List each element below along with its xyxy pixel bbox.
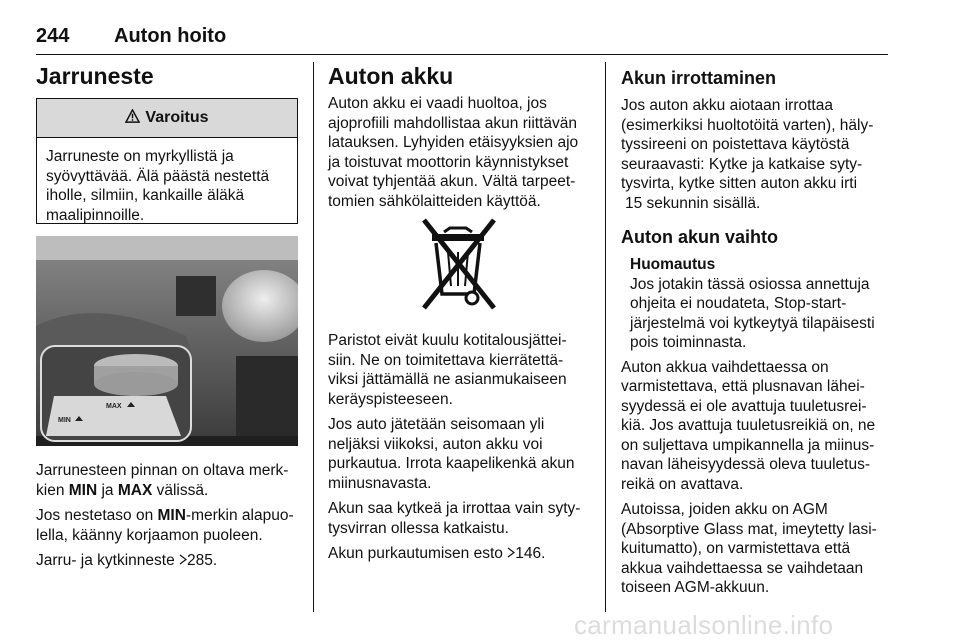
text-line: on suljettava umpikannella ja miinus-	[621, 436, 875, 454]
middle-text	[328, 331, 598, 564]
text-line: toiseen AGM-akkuun.	[621, 579, 770, 596]
paragraph	[328, 331, 598, 409]
crossed-out-wheelie-bin-icon	[404, 212, 512, 321]
text: Jos nestetaso on	[36, 507, 158, 524]
text-line: Akun saa kytkeä ja irrottaa vain syty-	[328, 500, 581, 517]
column-divider-2	[605, 62, 606, 612]
battery-replacement-heading: Auton akun vaihto	[621, 227, 778, 247]
engine-bay-illustration	[36, 236, 298, 446]
text: Jarru- ja kytkinneste	[36, 552, 179, 569]
text-line: (Absorptive Glass mat, imeytetty lasi-	[621, 520, 877, 538]
text-line: Jos jotakin tässä osiossa annettuja	[630, 275, 870, 293]
text-line: kiä. Jos avattuja tuuletusreikiä on, ne	[621, 417, 876, 434]
warning-text	[37, 138, 297, 225]
text-line: latauksen. Lyhyiden etäisyyksien ajo	[328, 134, 579, 151]
section-title: Auton hoito	[114, 25, 227, 47]
paragraph	[328, 499, 598, 538]
note-text	[630, 275, 889, 353]
warning-line: iholle, silmiin, kankaille äläkä	[46, 187, 245, 204]
warning-line: Jarruneste on myrkyllistä ja	[46, 148, 234, 165]
paragraph	[328, 94, 598, 211]
left-heading-wrap	[36, 63, 306, 89]
warning-title: Varoitus	[145, 109, 209, 126]
text-line: viksi jättämällä ne asianmukaiseen	[328, 371, 567, 388]
note-block	[621, 255, 889, 353]
paragraph	[328, 415, 598, 493]
text-line: Autoissa, joiden akku on AGM	[621, 501, 828, 518]
text-line: Jarrunesteen pinnan on oltava merk-	[36, 462, 289, 479]
battery-disconnect-heading: Akun irrottaminen	[621, 68, 777, 88]
paragraph	[621, 358, 889, 495]
column-divider-1	[313, 62, 314, 612]
page-ref: 285.	[187, 552, 218, 569]
text-line: tyssireeni on poistettava käytöstä	[621, 136, 850, 153]
text-line: purkautua. Irrota kaapelikenkä akun	[328, 455, 575, 472]
text: ja	[97, 481, 118, 499]
text-line: tysvirta, kytke sitten auton akku irti	[621, 175, 858, 192]
cross-reference[interactable]	[36, 551, 306, 571]
page-number: 244	[36, 25, 70, 47]
left-text	[36, 461, 306, 571]
text-line: akkua vaihdettaessa se vaihdetaan	[621, 559, 864, 577]
text-line: varmistettava, että plusnavan lähei-	[621, 378, 865, 395]
warning-box	[36, 98, 298, 224]
paragraph	[36, 461, 306, 500]
text-line: kuitumatto), on varmistettava että	[621, 540, 851, 557]
text-line: pois toiminnasta.	[630, 334, 747, 351]
right-column	[621, 67, 889, 598]
text-line: syydessä ei ole avattuja tuuletusrei-	[621, 397, 867, 415]
note-title: Huomautus	[630, 256, 716, 273]
text-line: ja toistuvat moottorin käynnistykset	[328, 153, 569, 171]
text-line: tomien sähkölaitteiden käyttöä.	[328, 192, 541, 210]
text: Akun purkautumisen esto	[328, 545, 508, 562]
text-line: tysvirran ollessa katkaistu.	[328, 519, 509, 537]
text-line: neljäksi viikoksi, auton akku voi	[328, 435, 543, 453]
paragraph	[36, 506, 306, 545]
max-mark: MAX	[117, 481, 153, 499]
warning-triangle-icon	[125, 109, 140, 128]
header-rule	[36, 54, 888, 55]
warning-line: maalipinnoille.	[46, 206, 145, 224]
cross-reference[interactable]	[328, 544, 598, 564]
text-line: reikä on avattava.	[621, 475, 744, 493]
min-label: MIN	[58, 417, 71, 424]
warning-line: syövyttävää. Älä päästä nestettä	[46, 167, 270, 185]
text: kien	[36, 481, 69, 499]
text-line: miinusnavasta.	[328, 474, 432, 492]
text-line: voivat tyhjentää akun. Vältä tarpeet-	[328, 173, 576, 190]
text-line: Jos auto jätetään seisomaan yli	[328, 416, 545, 433]
page-reference-icon	[179, 552, 187, 569]
text-line: ohjeita ei noudateta, Stop-start-	[630, 295, 847, 312]
text: välissä.	[152, 481, 209, 499]
text-line: siin. Ne on toimitettava kierrätettä-	[328, 351, 564, 369]
text-line: Paristot eivät kuulu kotitalousjättei-	[328, 332, 567, 349]
text-line: järjestelmä voi kytkeytyä tilapäisesti	[630, 314, 875, 332]
paragraph	[621, 96, 889, 213]
brake-fluid-reservoir-photo	[36, 236, 298, 446]
middle-column	[328, 63, 598, 211]
max-label: MAX	[106, 403, 122, 410]
text-line: navan läheisyydessä oleva tuuletus-	[621, 456, 871, 473]
text: -merkin alapuo-	[185, 507, 294, 524]
text-line: Auton akkua vaihdettaessa on	[621, 358, 829, 376]
brake-fluid-heading: Jarruneste	[36, 63, 154, 89]
watermark: carmanualsonline.info	[574, 610, 834, 640]
text-line: lella, käänny korjaamon puoleen.	[36, 526, 263, 544]
min-mark: MIN	[157, 507, 186, 524]
text-line: Auton akku ei vaadi huoltoa, jos	[328, 95, 547, 112]
text-line: (esimerkiksi huoltotöitä varten), häly-	[621, 116, 874, 134]
min-mark: MIN	[68, 481, 98, 499]
text-line: seuraavasti: Kytke ja katkaise syty-	[621, 155, 863, 173]
warning-header	[37, 99, 297, 138]
text-line: ajoprofiili mahdollistaa akun riittävän	[328, 114, 577, 132]
paragraph	[621, 500, 889, 598]
text-line: Jos auton akku aiotaan irrottaa	[621, 97, 833, 114]
battery-heading: Auton akku	[328, 63, 454, 89]
text-line: 15 sekunnin sisällä.	[625, 194, 761, 212]
page-ref: 146.	[515, 545, 546, 562]
text-line: keräyspisteeseen.	[328, 390, 453, 408]
